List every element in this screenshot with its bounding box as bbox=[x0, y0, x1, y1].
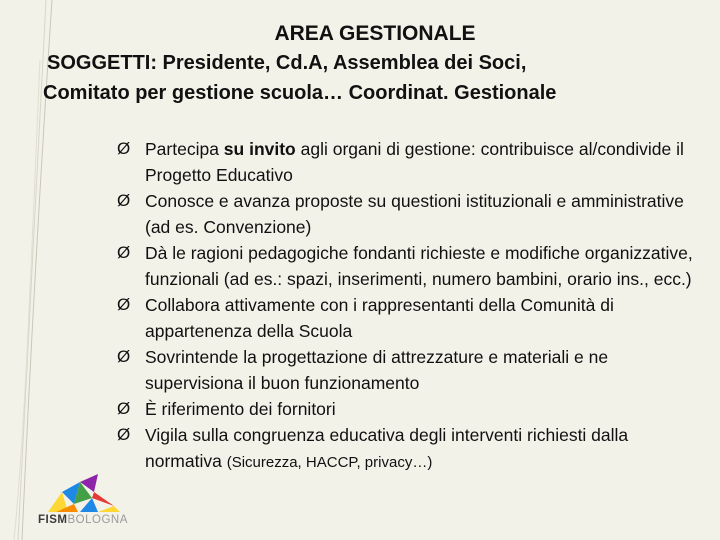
list-item bbox=[117, 292, 707, 344]
logo-wordmark bbox=[38, 514, 128, 526]
bullet-list bbox=[117, 136, 707, 476]
arrow-bullet-icon: Ø bbox=[117, 425, 131, 444]
list-item bbox=[117, 136, 707, 188]
list-item bbox=[117, 188, 707, 240]
arrow-bullet-icon: Ø bbox=[117, 139, 131, 158]
arrow-bullet-icon: Ø bbox=[117, 243, 131, 262]
list-item bbox=[117, 344, 707, 396]
arrow-bullet-icon: Ø bbox=[117, 191, 131, 210]
logo-text-bold: FISM bbox=[38, 514, 68, 526]
bullet-text: È riferimento dei fornitori bbox=[145, 399, 336, 419]
bullet-text: Dà le ragioni pedagogiche fondanti richieste e modifiche organizzative, funzionali (ad es.: spazi, inserimenti, numero bambini, orario ins., ecc.) bbox=[145, 243, 693, 289]
list-item bbox=[117, 396, 707, 422]
bullet-text-rest: agli organi di gestione: contribuisce al/condivide il Progetto Educativo bbox=[145, 139, 684, 185]
title-heading: AREA GESTIONALE bbox=[274, 22, 476, 45]
arrow-bullet-icon: Ø bbox=[117, 347, 131, 366]
title-subjects: SOGGETTI: Presidente, Cd.A, Assemblea dei Soci, bbox=[47, 52, 527, 74]
list-item bbox=[117, 422, 707, 476]
bullet-text: Sovrintende la progettazione di attrezzature e materiali e ne supervisiona il buon funzionamento bbox=[145, 347, 609, 393]
bullet-text-emphasis: su invito bbox=[223, 139, 296, 159]
logo-text-light: BOLOGNA bbox=[67, 514, 128, 526]
arrow-bullet-icon: Ø bbox=[117, 295, 131, 314]
bullet-text: Collabora attivamente con i rappresentanti della Comunità di appartenenza della Scuola bbox=[145, 295, 614, 341]
bullet-text-note: (Sicurezza, HACCP, privacy…) bbox=[226, 454, 433, 471]
title-subjects-continued: Comitato per gestione scuola… Coordinat. Gestionale bbox=[43, 82, 557, 104]
slide-title bbox=[0, 20, 720, 107]
bullet-text: Conosce e avanza proposte su questioni istituzionali e amministrative (ad es. Convenzione) bbox=[145, 191, 684, 237]
bullet-text: Vigila sulla congruenza educativa degli interventi richiesti dalla normativa bbox=[145, 425, 629, 471]
bullet-text-prefix: Partecipa bbox=[145, 139, 224, 159]
list-item bbox=[117, 240, 707, 292]
arrow-bullet-icon: Ø bbox=[117, 399, 131, 418]
